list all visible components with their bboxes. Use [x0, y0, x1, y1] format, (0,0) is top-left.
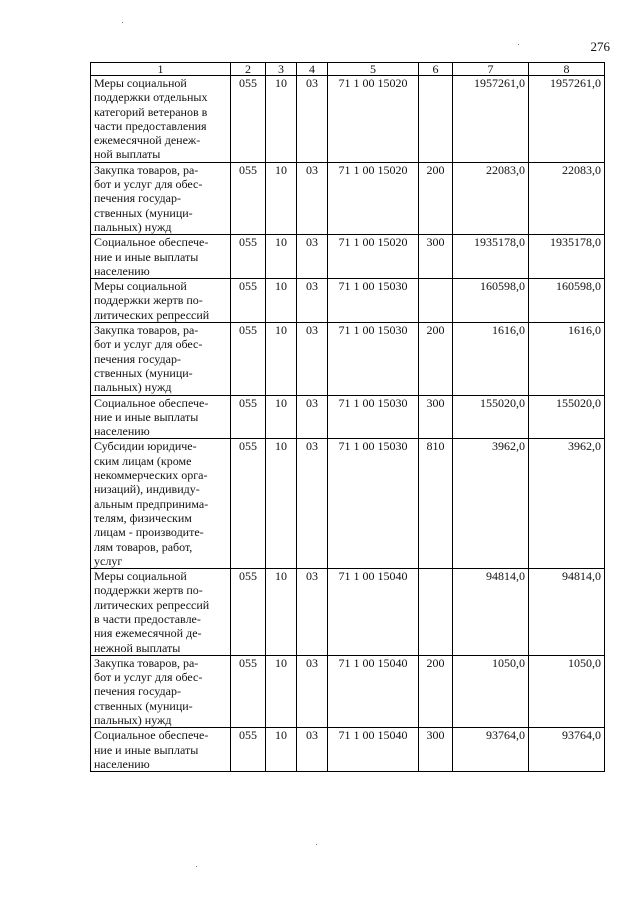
expense-name-cell — [91, 569, 231, 656]
section-cell: 10 — [266, 439, 297, 569]
table-row — [91, 162, 605, 234]
expense-name-line: в части предоставле- — [94, 611, 201, 626]
target-article-cell: 71 1 00 15040 — [328, 728, 419, 772]
expense-type-cell: 200 — [419, 323, 453, 395]
table-row — [91, 395, 605, 439]
header-row — [91, 63, 605, 76]
expense-name-cell — [91, 162, 231, 234]
table-row — [91, 279, 605, 323]
ministry-code-cell: 055 — [231, 279, 266, 323]
subsection-cell: 03 — [297, 235, 328, 279]
expense-name-line: нежной выплаты — [94, 640, 181, 655]
expense-name-line: Закупка товаров, ра- — [94, 655, 199, 670]
subsection-cell: 03 — [297, 162, 328, 234]
ministry-code-cell: 055 — [231, 76, 266, 163]
expense-name-line: лям товаров, работ, — [94, 539, 193, 554]
subsection-cell: 03 — [297, 395, 328, 439]
column-header: 8 — [529, 63, 605, 76]
expense-name-line: некоммерческих орга- — [94, 468, 208, 483]
ministry-code-cell: 055 — [231, 439, 266, 569]
expense-name-line: печения государ- — [94, 191, 181, 206]
expense-name-line: ским лицам (кроме — [94, 453, 192, 468]
expense-type-cell: 300 — [419, 235, 453, 279]
expense-name-line: ственных (муници- — [94, 365, 193, 380]
expense-name-line: поддержки отдельных — [94, 90, 208, 105]
expense-name-line: пальных) нужд — [94, 219, 172, 234]
target-article-cell: 71 1 00 15040 — [328, 569, 419, 656]
table-row — [91, 569, 605, 656]
expense-type-cell — [419, 279, 453, 323]
expense-name-line: населению — [94, 756, 150, 771]
expense-name-cell — [91, 655, 231, 727]
section-cell: 10 — [266, 76, 297, 163]
amount-col8-cell: 1935178,0 — [529, 235, 605, 279]
expense-name-line: телям, физическим — [94, 510, 192, 525]
column-header: 1 — [91, 63, 231, 76]
expense-name-line: Социальное обеспече- — [94, 395, 209, 410]
expense-name-line: лицам - производите- — [94, 525, 204, 540]
expense-type-cell: 200 — [419, 162, 453, 234]
expense-type-cell: 810 — [419, 439, 453, 569]
amount-col7-cell: 93764,0 — [453, 728, 529, 772]
expense-name-line: Социальное обеспече- — [94, 235, 209, 250]
expense-name-line: населению — [94, 263, 150, 278]
subsection-cell: 03 — [297, 569, 328, 656]
section-cell: 10 — [266, 569, 297, 656]
expense-name-line: Меры социальной — [94, 76, 187, 90]
target-article-cell: 71 1 00 15020 — [328, 162, 419, 234]
target-article-cell: 71 1 00 15030 — [328, 279, 419, 323]
expense-name-line: ственных (муници- — [94, 205, 193, 220]
expense-name-line: Закупка товаров, ра- — [94, 162, 199, 177]
ministry-code-cell: 055 — [231, 395, 266, 439]
target-article-cell: 71 1 00 15030 — [328, 439, 419, 569]
target-article-cell: 71 1 00 15030 — [328, 395, 419, 439]
ministry-code-cell: 055 — [231, 162, 266, 234]
expense-name-line: альным предпринима- — [94, 496, 209, 511]
expense-name-line: низаций), индивиду- — [94, 482, 200, 497]
expense-name-cell — [91, 728, 231, 772]
subsection-cell: 03 — [297, 655, 328, 727]
column-header: 3 — [266, 63, 297, 76]
column-header: 7 — [453, 63, 529, 76]
expense-name-line: Социальное обеспече- — [94, 728, 209, 743]
expense-name-line: ежемесячной денеж- — [94, 133, 201, 148]
table-row — [91, 76, 605, 163]
amount-col8-cell: 155020,0 — [529, 395, 605, 439]
expense-name-line: ной выплаты — [94, 147, 161, 162]
amount-col7-cell: 3962,0 — [453, 439, 529, 569]
expense-type-cell: 200 — [419, 655, 453, 727]
amount-col7-cell: 1935178,0 — [453, 235, 529, 279]
table-row — [91, 655, 605, 727]
expense-name-line: ния ежемесячной де- — [94, 626, 202, 641]
column-header: 4 — [297, 63, 328, 76]
ministry-code-cell: 055 — [231, 728, 266, 772]
amount-col8-cell: 22083,0 — [529, 162, 605, 234]
table-row — [91, 439, 605, 569]
amount-col8-cell: 1050,0 — [529, 655, 605, 727]
expense-name-line: ние и иные выплаты — [94, 742, 199, 757]
expense-name-line: бот и услуг для обес- — [94, 337, 203, 352]
target-article-cell: 71 1 00 15020 — [328, 76, 419, 163]
expense-name-line: Меры социальной — [94, 279, 187, 294]
subsection-cell: 03 — [297, 728, 328, 772]
table-row — [91, 728, 605, 772]
expense-name-line: литических репрессий — [94, 597, 210, 612]
amount-col8-cell: 160598,0 — [529, 279, 605, 323]
amount-col7-cell: 1957261,0 — [453, 76, 529, 163]
budget-table — [90, 62, 605, 772]
subsection-cell: 03 — [297, 323, 328, 395]
expense-name-line: пальных) нужд — [94, 713, 172, 728]
amount-col7-cell: 22083,0 — [453, 162, 529, 234]
ministry-code-cell: 055 — [231, 323, 266, 395]
expense-name-cell — [91, 279, 231, 323]
table-row — [91, 323, 605, 395]
expense-name-line: услуг — [94, 553, 123, 568]
expense-name-line: печения государ- — [94, 684, 181, 699]
section-cell: 10 — [266, 323, 297, 395]
section-cell: 10 — [266, 235, 297, 279]
expense-type-cell: 300 — [419, 728, 453, 772]
subsection-cell: 03 — [297, 439, 328, 569]
expense-name-line: поддержки жертв по- — [94, 293, 203, 308]
amount-col7-cell: 160598,0 — [453, 279, 529, 323]
section-cell: 10 — [266, 162, 297, 234]
expense-name-line: категорий ветеранов в — [94, 104, 208, 119]
expense-name-line: ственных (муници- — [94, 698, 193, 713]
target-article-cell: 71 1 00 15030 — [328, 323, 419, 395]
section-cell: 10 — [266, 655, 297, 727]
target-article-cell: 71 1 00 15020 — [328, 235, 419, 279]
section-cell: 10 — [266, 728, 297, 772]
expense-name-line: ние и иные выплаты — [94, 249, 199, 264]
expense-name-line: пальных) нужд — [94, 380, 172, 395]
amount-col8-cell: 3962,0 — [529, 439, 605, 569]
target-article-cell: 71 1 00 15040 — [328, 655, 419, 727]
expense-name-cell — [91, 235, 231, 279]
expense-name-line: ние и иные выплаты — [94, 409, 199, 424]
expense-type-cell: 300 — [419, 395, 453, 439]
amount-col8-cell: 1616,0 — [529, 323, 605, 395]
ministry-code-cell: 055 — [231, 569, 266, 656]
subsection-cell: 03 — [297, 76, 328, 163]
expense-name-line: бот и услуг для обес- — [94, 177, 203, 192]
expense-name-line: Меры социальной — [94, 569, 187, 584]
amount-col7-cell: 94814,0 — [453, 569, 529, 656]
expense-name-line: населению — [94, 424, 150, 439]
expense-name-line: Субсидии юридиче- — [94, 439, 197, 454]
expense-name-line: части предоставления — [94, 118, 207, 133]
column-header: 6 — [419, 63, 453, 76]
expense-type-cell — [419, 76, 453, 163]
amount-col8-cell: 93764,0 — [529, 728, 605, 772]
expense-type-cell — [419, 569, 453, 656]
section-cell: 10 — [266, 279, 297, 323]
column-header: 5 — [328, 63, 419, 76]
expense-name-cell — [91, 439, 231, 569]
subsection-cell: 03 — [297, 279, 328, 323]
page-number: 276 — [590, 39, 610, 54]
expense-name-line: Закупка товаров, ра- — [94, 323, 199, 338]
amount-col8-cell: 1957261,0 — [529, 76, 605, 163]
amount-col7-cell: 155020,0 — [453, 395, 529, 439]
expense-name-line: бот и услуг для обес- — [94, 670, 203, 685]
column-header: 2 — [231, 63, 266, 76]
amount-col8-cell: 94814,0 — [529, 569, 605, 656]
ministry-code-cell: 055 — [231, 235, 266, 279]
amount-col7-cell: 1050,0 — [453, 655, 529, 727]
expense-name-line: поддержки жертв по- — [94, 583, 203, 598]
amount-col7-cell: 1616,0 — [453, 323, 529, 395]
expense-name-cell — [91, 323, 231, 395]
expense-name-line: печения государ- — [94, 351, 181, 366]
expense-name-line: литических репрессий — [94, 307, 210, 322]
expense-name-cell — [91, 395, 231, 439]
table-row — [91, 235, 605, 279]
ministry-code-cell: 055 — [231, 655, 266, 727]
section-cell: 10 — [266, 395, 297, 439]
expense-name-cell — [91, 76, 231, 163]
